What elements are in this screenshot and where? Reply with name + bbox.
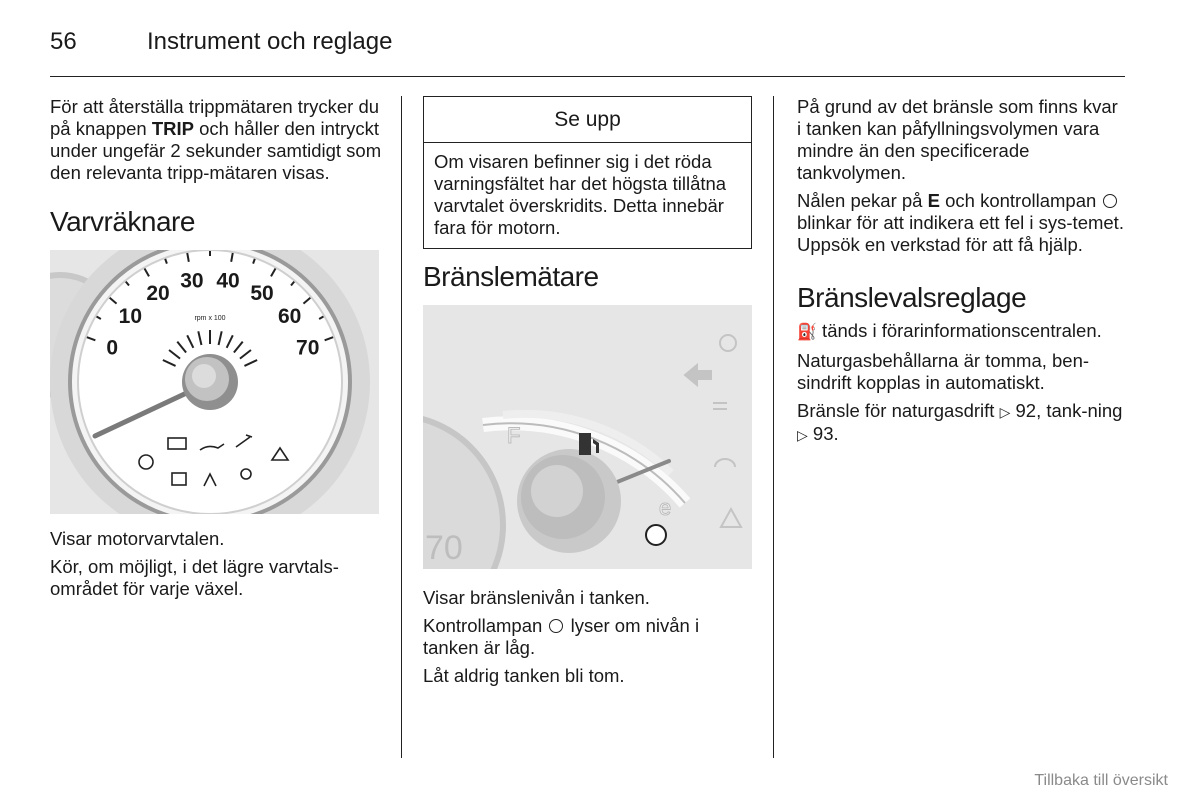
- fuel-gauge-illustration: [423, 305, 752, 569]
- needle-e-paragraph: Nålen pekar på E och kontrollampan blinkar för att indikera ett fel i sys-temet. Uppsök en verkstad för att få hjälp.: [797, 190, 1124, 255]
- warning-box: [423, 96, 752, 249]
- page-header: [50, 24, 1125, 77]
- fuel-advice: Låt aldrig tanken bli tom.: [423, 665, 625, 686]
- fuel-empty-label: e: [659, 495, 672, 520]
- column-3: [797, 96, 1127, 452]
- tach-desc: Visar motorvarvtalen.: [50, 528, 225, 549]
- fuel-volume-paragraph: På grund av det bränsle som finns kvar i tanken kan påfyllningsvolymen vara mindre än den specificerade tankvolymen.: [797, 96, 1118, 183]
- fuel-gauge-figure: [423, 305, 752, 569]
- natural-gas-paragraph: Naturgasbehållarna är tomma, ben-sindrift kopplas in automatiskt.: [797, 350, 1090, 393]
- tachometer-figure: [50, 250, 379, 514]
- tach-scale-label: 60: [277, 305, 302, 329]
- low-fuel-lamp-icon: [549, 619, 563, 633]
- side-indicator-icons: [685, 335, 741, 527]
- tach-scale-label: 70: [296, 336, 320, 360]
- tach-scale-label: 20: [146, 281, 170, 305]
- warning-text: Om visaren befinner sig i det röda varningsfältet har det högsta tillåtna varvtalet överskridits. Detta innebär fara för motorn.: [434, 151, 727, 238]
- headlight-icon: [715, 459, 735, 467]
- section-heading-fuel-selector: Bränslevalsreglage: [797, 282, 1027, 313]
- fuel-lamp-desc: Kontrollampan lyser om nivån i tanken är låg.: [423, 615, 700, 658]
- trip-key: TRIP: [151, 118, 194, 139]
- page-title: Instrument och reglage: [147, 28, 393, 55]
- tach-unit-label: rpm x 100: [194, 315, 226, 322]
- back-to-overview-link[interactable]: Tillbaka till översikt: [1034, 772, 1168, 789]
- page-number: 56: [50, 28, 77, 55]
- tach-scale-label: 30: [180, 269, 204, 293]
- warning-lamp-icon: [1103, 194, 1117, 208]
- tach-scale-label: 0: [106, 336, 119, 360]
- fuel-pump-icon: ⛽: [797, 324, 817, 341]
- fuel-selector-paragraph: ⛽ tänds i förarinformationscentralen.: [797, 320, 1102, 341]
- light-icon: [720, 335, 736, 351]
- warning-title: Se upp: [424, 97, 751, 143]
- reference-paragraph: Bränsle för naturgasdrift ▷ 92, tank-ning ▷ 93.: [797, 400, 1123, 444]
- tach-advice: Kör, om möjligt, i det lägre varvtals-området för varje växel.: [50, 556, 339, 599]
- section-heading-fuel-gauge: Bränslemätare: [423, 261, 599, 292]
- reference-arrow-icon: ▷: [999, 404, 1011, 420]
- fuel-full-label: F: [507, 423, 521, 448]
- section-heading-tachometer: Varvräknare: [50, 206, 195, 237]
- tach-scale-label: 50: [250, 281, 274, 305]
- column-divider: [773, 96, 774, 758]
- tachometer-illustration: [50, 250, 379, 514]
- fog-light-icon: [713, 403, 727, 409]
- column-1: [50, 96, 385, 606]
- column-divider: [401, 96, 402, 758]
- tach-scale-label: 40: [216, 269, 240, 293]
- low-fuel-lamp-icon: [646, 525, 666, 545]
- column-2: [423, 96, 758, 693]
- speedo-number: 70: [425, 529, 463, 567]
- reference-arrow-icon: ▷: [797, 427, 808, 443]
- hazard-icon: [721, 509, 741, 527]
- fuel-desc: Visar bränslenivån i tanken.: [423, 587, 650, 608]
- trip-paragraph: För att återställa trippmätaren trycker du på knappen TRIP och håller den intryckt under ungefär 2 sekunder samtidigt som den relevanta tripp-mätaren visas.: [50, 96, 382, 183]
- arrow-left-icon: [685, 365, 711, 385]
- tach-scale-label: 10: [118, 305, 143, 329]
